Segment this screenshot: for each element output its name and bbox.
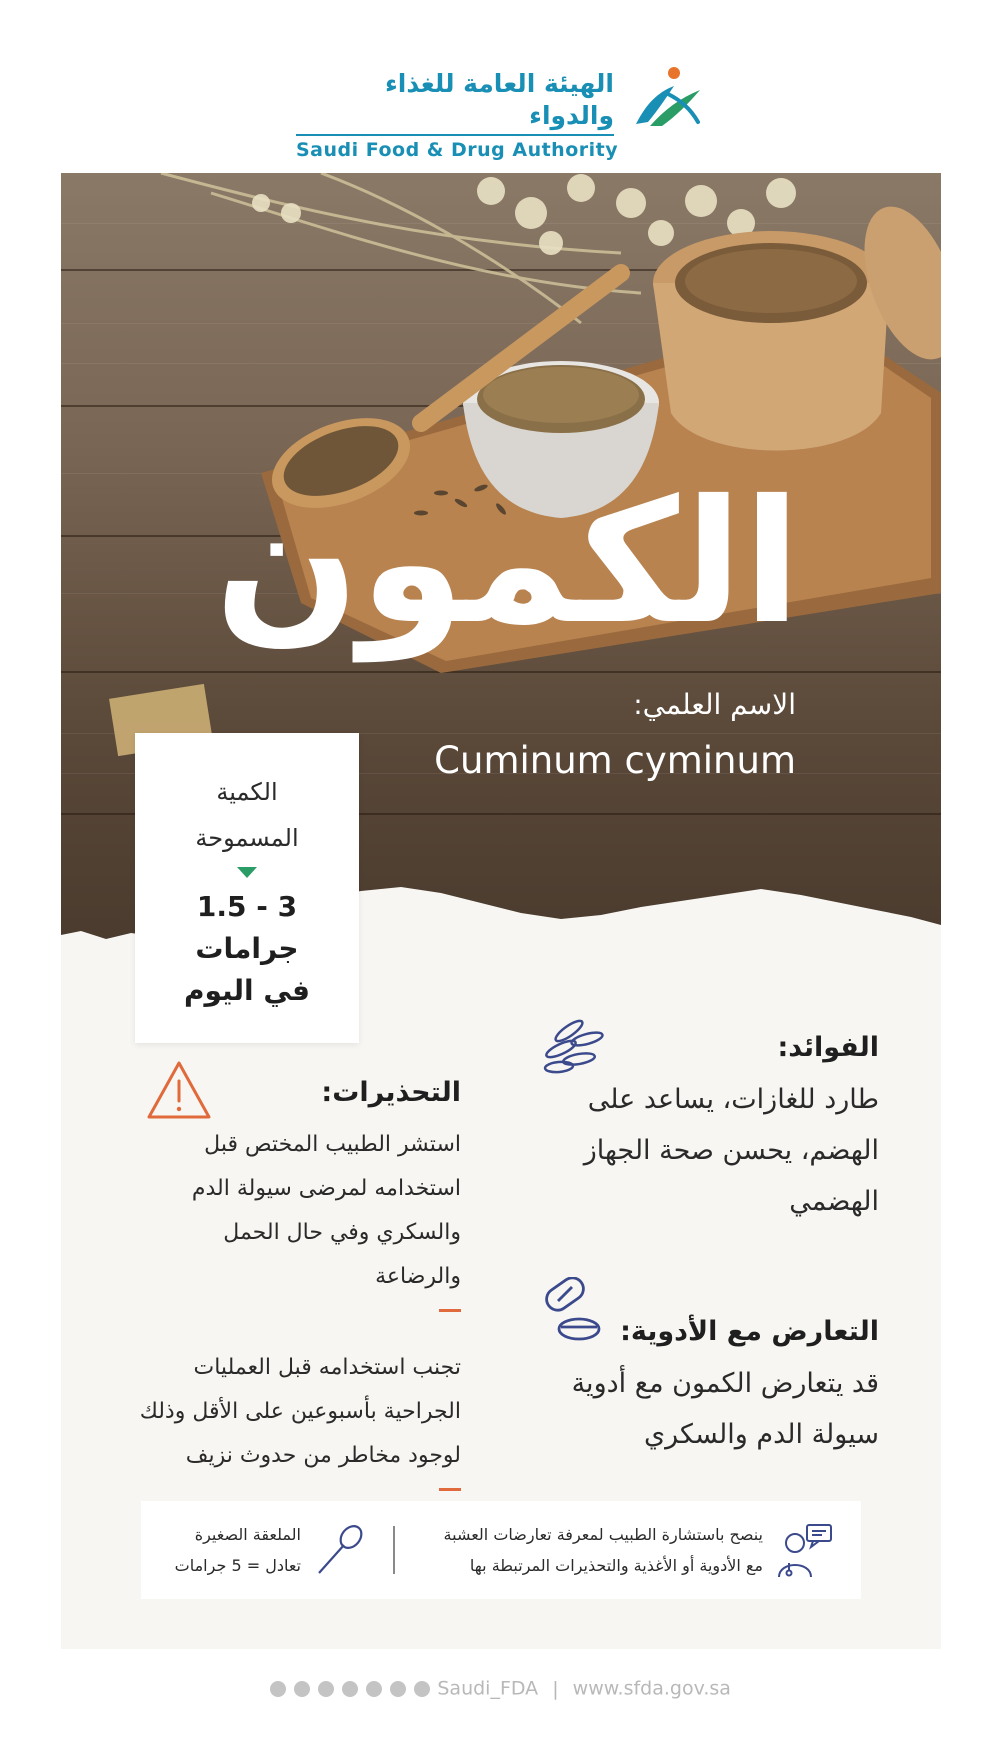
interactions-text: قد يتعارض الكمون مع أدوية سيولة الدم والسكري <box>571 1368 879 1450</box>
dose-unit: جرامات <box>195 932 299 965</box>
warning-item-2: تجنب استخدامه قبل العمليات الجراحية بأسبوعين على الأقل وذلك لوجود مخاطر من حدوث نزيف <box>139 1355 461 1468</box>
org-name-en: Saudi Food & Drug Authority <box>296 139 619 161</box>
benefits-text: طارد للغازات، يساعد على الهضم، يحسن صحة الجهاز الهضمي <box>583 1084 879 1217</box>
scientific-name: Cuminum cyminum <box>434 739 796 782</box>
advice-line-2: مع الأدوية أو الأغذية والتحذيرات المرتبطة بها <box>469 1556 763 1575</box>
dose-value: 3 - 1.5 <box>196 890 298 923</box>
benefits-heading: الفوائد: <box>777 1032 879 1063</box>
cumin-seeds-icon <box>539 1011 609 1081</box>
interactions-heading: التعارض مع الأدوية: <box>620 1316 879 1347</box>
advice-note <box>383 1519 763 1581</box>
spoon-line-1: الملعقة الصغيرة <box>194 1525 301 1544</box>
scientific-name-label: الاسم العلمي: <box>633 688 796 721</box>
down-arrow-icon <box>237 867 257 878</box>
dose-card <box>135 733 359 1043</box>
youtube-icon[interactable] <box>342 1681 358 1697</box>
linkedin-icon[interactable] <box>390 1681 406 1697</box>
pills-icon <box>539 1277 609 1349</box>
spoon-icon <box>311 1523 365 1579</box>
instagram-icon[interactable] <box>318 1681 334 1697</box>
footer <box>0 1677 1000 1707</box>
herb-title: الكمون <box>214 464 801 662</box>
advice-line-1: ينصح باستشارة الطبيب لمعرفة تعارضات العشبة <box>443 1525 763 1544</box>
spoon-note <box>151 1519 301 1581</box>
sfda-emblem-icon <box>628 64 704 134</box>
dose-period: في اليوم <box>183 974 311 1007</box>
logo-divider <box>296 134 614 136</box>
warning-triangle-icon <box>145 1059 213 1121</box>
warning-separator <box>439 1309 461 1312</box>
doctor-consult-icon <box>775 1523 833 1579</box>
sfda-logo <box>0 64 1000 161</box>
dose-label-2: المسموحة <box>195 824 299 852</box>
warning-item-1: استشر الطبيب المختص قبل استخدامه لمرضى سيولة الدم والسكري وفي حال الحمل والرضاعة <box>191 1132 461 1289</box>
website-link[interactable]: www.sfda.gov.sa <box>572 1677 731 1700</box>
logo-text <box>296 68 619 161</box>
facebook-icon[interactable] <box>366 1681 382 1697</box>
warnings-section <box>135 1073 461 1491</box>
x-icon[interactable] <box>270 1681 286 1697</box>
warnings-heading: التحذيرات: <box>321 1077 461 1108</box>
spoon-line-2: تعادل = 5 جرامات <box>174 1556 301 1575</box>
warning-separator <box>439 1488 461 1491</box>
org-name-ar: الهيئة العامة للغذاء والدواء <box>384 69 614 130</box>
info-divider <box>393 1526 395 1574</box>
info-bar <box>141 1501 861 1599</box>
snapchat-icon[interactable] <box>294 1681 310 1697</box>
footer-separator: | <box>552 1677 559 1700</box>
infographic-card <box>61 173 941 1649</box>
tiktok-icon[interactable] <box>414 1681 430 1697</box>
social-handle: Saudi_FDA <box>437 1677 539 1700</box>
dose-label-1: الكمية <box>216 778 278 806</box>
